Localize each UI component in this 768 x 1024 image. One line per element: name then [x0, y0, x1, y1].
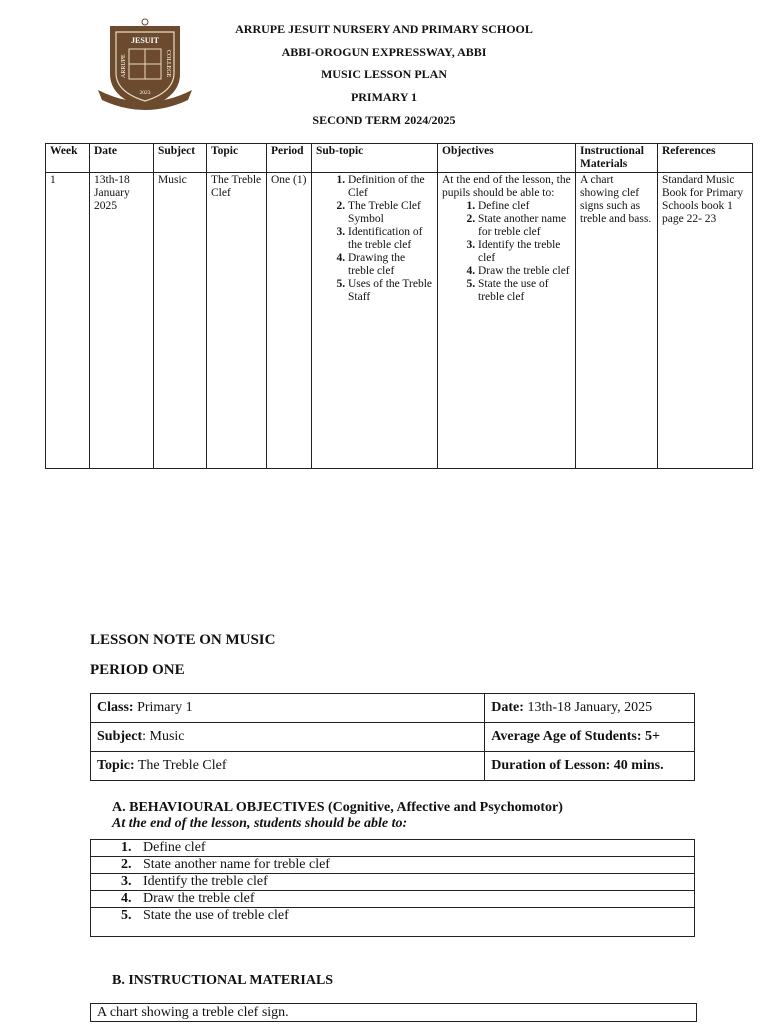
- section-a-heading: [112, 800, 563, 832]
- cell-objectives: [438, 173, 576, 469]
- subtopic-item: 3. Identification of the treble clef: [348, 226, 433, 252]
- objective-row: 3. Identify the treble clef: [91, 874, 695, 891]
- crest-year: 2023: [139, 90, 151, 96]
- objective-item: 1. Define clef: [478, 200, 571, 213]
- date-cell: Date: 13th-18 January, 2025: [485, 694, 695, 723]
- col-header-objectives: Objectives: [438, 144, 576, 173]
- cell-references: Standard Music Book for Primary Schools book 1 page 22- 23: [658, 173, 753, 469]
- objective-item: 2. State another name for treble clef: [478, 213, 571, 239]
- section-b-title: B. INSTRUCTIONAL MATERIALS: [112, 973, 334, 988]
- class-cell: Class: Primary 1: [91, 694, 485, 723]
- cell-subject: Music: [154, 173, 207, 469]
- plan-header-row: [46, 144, 753, 173]
- cell-topic: The Treble Clef: [207, 173, 267, 469]
- subject-cell: Subject: Music: [91, 723, 485, 752]
- info-row: [91, 694, 695, 723]
- col-header-references: References: [658, 144, 753, 173]
- topic-cell: Topic: The Treble Clef: [91, 752, 485, 781]
- cell-week: 1: [46, 173, 90, 469]
- objective-item: 3. Identify the treble clef: [478, 239, 571, 265]
- term-heading: SECOND TERM 2024/2025: [312, 113, 456, 127]
- objective-row: 5. State the use of treble clef: [91, 908, 695, 937]
- col-header-materials: Instructional Materials: [576, 144, 658, 173]
- objective-item: 5. State the use of treble clef: [478, 278, 571, 304]
- objective-item: 4. Draw the treble clef: [478, 265, 571, 278]
- plan-body-row: [46, 173, 753, 469]
- lesson-note-title: LESSON NOTE ON MUSIC: [90, 632, 276, 648]
- instructional-materials-box: A chart showing a treble clef sign.: [90, 1003, 697, 1022]
- section-a-title: A. BEHAVIOURAL OBJECTIVES (Cognitive, Affective and Psychomotor): [112, 800, 563, 815]
- objective-row: 4. Draw the treble clef: [91, 891, 695, 908]
- objectives-list: [442, 200, 571, 304]
- col-header-date: Date: [90, 144, 154, 173]
- subtopic-item: 2. The Treble Clef Symbol: [348, 200, 433, 226]
- objective-row: 2. State another name for treble clef: [91, 857, 695, 874]
- section-a-subtitle: At the end of the lesson, students should be able to:: [112, 816, 408, 831]
- cell-materials: A chart showing clef signs such as treble and bass.: [576, 173, 658, 469]
- cell-subtopics: [312, 173, 438, 469]
- lesson-plan-table: [45, 143, 753, 469]
- col-header-subtopic: Sub-topic: [312, 144, 438, 173]
- col-header-week: Week: [46, 144, 90, 173]
- objective-row: 1. Define clef: [91, 840, 695, 857]
- class-heading: PRIMARY 1: [350, 90, 418, 104]
- crest-text-left: ARRUPE: [121, 54, 127, 78]
- col-header-topic: Topic: [207, 144, 267, 173]
- school-crest-logo: [96, 18, 194, 114]
- document-title: MUSIC LESSON PLAN: [320, 67, 448, 81]
- subtopic-item: 1. Definition of the Clef: [348, 174, 433, 200]
- info-row: [91, 752, 695, 781]
- col-header-period: Period: [267, 144, 312, 173]
- cell-date: 13th-18 January 2025: [90, 173, 154, 469]
- school-name: ARRUPE JESUIT NURSERY AND PRIMARY SCHOOL: [235, 22, 533, 36]
- crest-text-right: COLLEGE: [165, 50, 171, 78]
- school-address: ABBI-OROGUN EXPRESSWAY, ABBI: [281, 45, 487, 59]
- subtopic-item: 4. Drawing the treble clef: [348, 252, 433, 278]
- crest-text-top: JESUIT: [130, 36, 160, 45]
- col-header-subject: Subject: [154, 144, 207, 173]
- behavioural-objectives-table: [90, 839, 695, 937]
- info-row: [91, 723, 695, 752]
- subtopic-list: [316, 174, 433, 304]
- subtopic-item: 5. Uses of the Treble Staff: [348, 278, 433, 304]
- period-heading: PERIOD ONE: [90, 662, 185, 678]
- age-cell: Average Age of Students: 5+: [485, 723, 695, 752]
- objectives-intro: At the end of the lesson, the pupils should be able to:: [442, 174, 571, 199]
- cell-period: One (1): [267, 173, 312, 469]
- lesson-info-table: [90, 693, 695, 781]
- duration-cell: Duration of Lesson: 40 mins.: [485, 752, 695, 781]
